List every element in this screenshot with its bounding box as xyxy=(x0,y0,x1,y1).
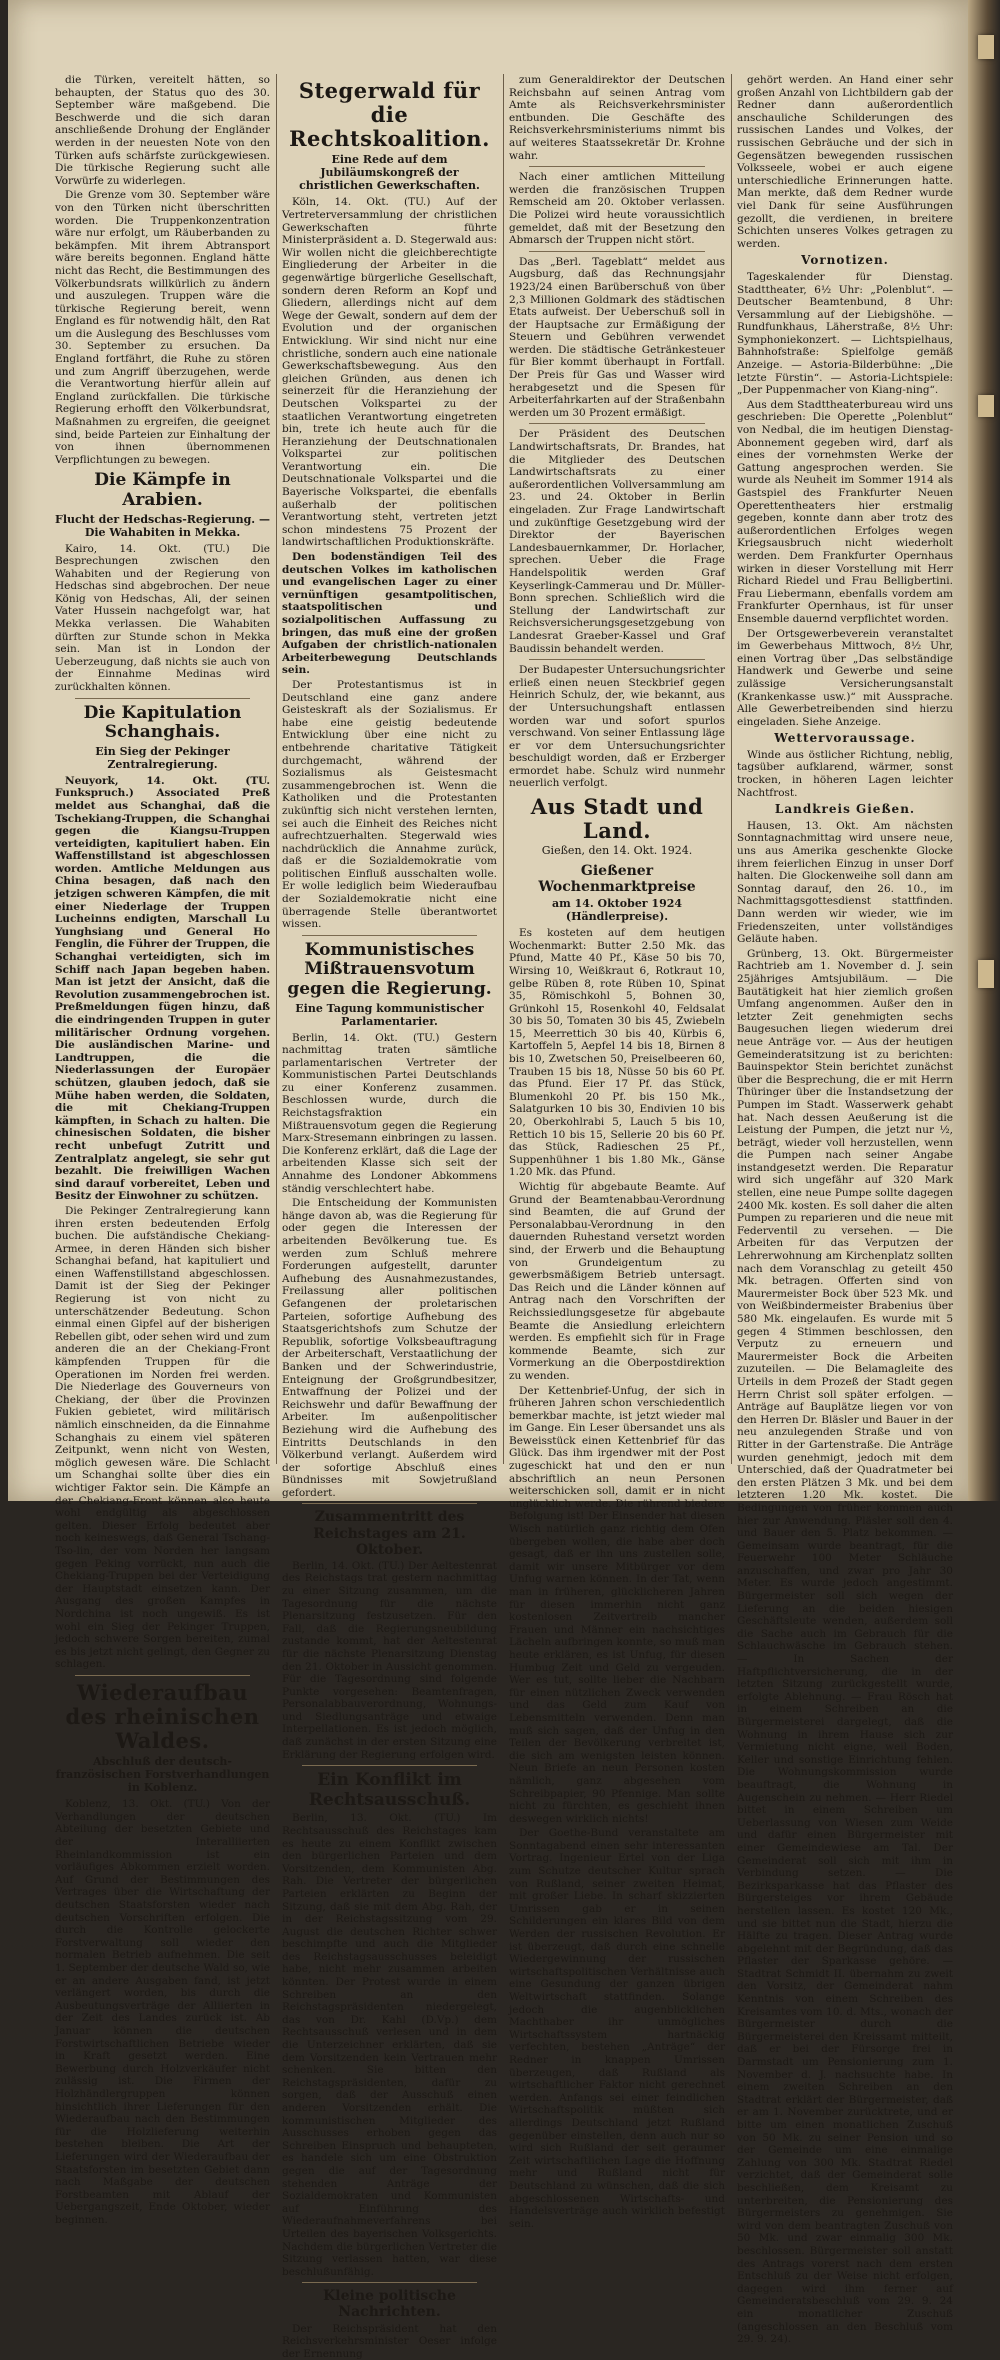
divider xyxy=(302,1503,477,1504)
section-stadt-und-land: Aus Stadt und Land. xyxy=(509,795,725,843)
paragraph: Kairo, 14. Okt. (TU.) Die Besprechungen zwischen den Wahabiten und der Regierung von Hedschas sind abgebrochen. Der neue König von Hedschas, Ali, der seinen Vater Hussein nachgefolgt war, hat Mekka verlassen. Die Wahabiten dürften zur Stunde schon in Mekka sein. Man ist in London der Ueberzeugung, daß nichts sie auch von der Einnahme Medinas wird zurückhalten können. xyxy=(55,543,270,694)
paragraph: Der Budapester Untersuchungsrichter erließ einen neuen Steckbrief gegen Heinrich Schulz, der, wie bekannt, aus der Untersuchungshaft entlassen worden war und sofort spurlos verschwand. Von seiner Entlassung läge er vor dem Untersuchungsrichter beschuldigt worden, daß er Erzberger ermordet habe. Schulz wird nunmehr neuerlich verfolgt. xyxy=(509,664,725,790)
paragraph: Die Grenze vom 30. September wäre von den Türken nicht überschritten worden. Die Truppenkonzentration wäre nur erfolgt, um Räuberbanden zu bekämpfen. Mit ihrem Abtransport wäre bereits begonnen. England hätte nicht das Recht, die Bestimmungen des Völkerbundsrats willkürlich zu ändern und auszulegen. Truppen wäre die türkische Regierung bereit, wenn England es für notwendig hält, den Rat um die Auslegung des Beschlusses vom 30. September zu ersuchen. Da England fortfährt, die Ruhe zu stören und zum Angriff überzugehen, werde die Verantwortung hierfür allein auf England zurückfallen. Die türkische Regierung erhofft den Völkerbundsrat, Maßnahmen zu ergreifen, die geeignet sind, beide Parteien zur Einhaltung der von ihnen übernommenen Verpflichtungen zu bewegen. xyxy=(55,189,270,466)
headline-kleine: Kleine politische Nachrichten. xyxy=(282,2288,497,2320)
paragraph: die Türken, vereitelt hätten, so behaupten, der Status quo des 30. September wäre maßgebend. Die Beschwerde und die sich daran anschließende Drohung der Engländer werden in der neuesten Note von den Türken aufs schärfste zurückgewiesen. Die türkische Regierung sucht alle Vorwürfe zu widerlegen. xyxy=(55,74,270,187)
section-wettervoraussage: Wettervoraussage. xyxy=(737,732,953,745)
paragraph: Tageskalender für Dienstag. Stadttheater, 6½ Uhr: „Polenblut“. — Deutscher Beamtenbund, 8 Uhr: Versammlung auf der Liebigshöhe. — Rundfunkhaus, Läherstraße, 8½ Uhr: Symphoniekonzert. — Lichtspielhaus, Bahnhofstraße: Spielfolge gemäß Anzeige. — Astoria-Bilderbühne: „Die letzte Fürstin“. — Astoria-Lichtspiele: „Der Puppenmacher von Kiang-ning“. xyxy=(737,271,953,397)
tab-strip xyxy=(978,35,994,59)
column-rule xyxy=(731,74,732,1464)
paragraph: Die Entscheidung der Kommunisten hänge davon ab, was die Regierung für oder gegen die Interessen der arbeitenden Bevölkerung tue. Es werden zum Schluß mehrere Forderungen aufgestellt, darunter Aufhebung des Ausnahmezustandes, Freilassung aller politischen Gefangenen der proletarischen Parteien, sofortige Aufhebung des Staatsgerichtshofs zum Schutze der Republik, sofortige Volksbeauftragung der Arbeiterschaft, Verstaatlichung der Banken und der Schwerindustrie, Enteignung der Großgrundbesitzer, Entwaffnung der Polizei und der Reichswehr und dafür Bewaffnung der Arbeiter. Im außenpolitischer Beziehung wird die Aufhebung des Eintritts Deutschlands in den Völkerbund verlangt. Außerdem wird der sofortige Abschluß eines Bündnisses mit Sowjetrußland gefordert. xyxy=(282,1197,497,1499)
divider xyxy=(75,698,250,699)
paragraph: Der Goethe-Bund veranstaltete am Sonntagabend einen sehr interessanten Vortrag. Ingenieur Ertel von der Liga zum Schutze deutscher Kultur sprach von Rußland, seiner zweiten Heimat, mit großer Liebe. In scharf skizzierten Umrissen gab er in seinen Schilderungen ein klares Bild von dem Werden der russischen Revolution. Er ist überzeugt, daß durch eine schnelle Wiedergewinnung der russischen wirtschaftspolitischen Verhältnisse auch eine Gesundung der ganzen übrigen Weltwirtschaft stattfinden. Solange jedoch die augenblicklichen Machthaber ihr unmögliches Wirtschaftssystem hartnäckig verfechten, bestehen „Anträge“ der Redner in knappen Umrissen überzeugen, daß Rußland als wirtschaftlicher Faktor nicht gerechnet werden. Anfangs sei einer feindlichen Wirtschaftspolitik müßten sich allerdings Deutschland jetzt Rußland gegenüber einstellen, denn auch nur so wird sich Rußland der seit geraumer Zeit wirtschaftlichen Lage die Hoffnung mehr und Rußland nicht für Deutschland zu wünschen, daß die sich abgeschlossenen Wirtschafts- und Handelsverträge auch wirklich befestigt sein. xyxy=(509,1827,725,2230)
paragraph: Die Pekinger Zentralregierung kann ihren ersten bedeutenden Erfolg buchen. Die aufständische Chekiang-Armee, in deren Händen sich bisher Schanghai befand, hat kapituliert und einen Waffenstillstand abgeschlossen. Damit ist der Sieg der Pekinger Regierung ist von nicht zu unterschätzender Bedeutung. Schon einmal einen Gipfel auf der bisherigen Rebellen gibt, oder sehen wird und zum anderen die an der Chekiang-Front kämpfenden Truppen für die Operationen im Norden frei werden. Die Niederlage des Gouverneurs von Chekiang, der über die Provinzen Fukien gebietet, wird militärisch nämlich einschneiden, da die Einnahme Schanghais zu einem viel späteren Zeitpunkt, wenn nicht von Westen, möglich gewesen wäre. Die Schlacht um Schanghai sollte über dies ein wichtiger Faktor sein. Die Kämpfe an der Chekiang-Front können also heute wohl endgültig als abgeschlossen gelten. Dieser Erfolg bedeutet aber noch keineswegs, daß General Tschang-Tso-lin, der vom Norden her langsam gegen Peking vorrückt, nun auch die Chekiang-Truppen bei der Verteidigung der Hauptstadt einsetzen kann. Der Ausgang des großen Kampfes in Nordchina ist noch ungewiß. Es ist wohl ein Sieg der Pekinger Truppen, jedoch schwere Sorgen bereiten, zumal es bis jetzt nicht gelingt, den Gegner zu schlagen. xyxy=(55,1205,270,1671)
section-vornotizen: Vornotizen. xyxy=(737,254,953,267)
paragraph: Berlin, 14. Okt. (TU.) Gestern nachmittag traten sämtliche parlamentarischen Vertreter der Kommunistischen Partei Deutschlands zu einer Konferenz zusammen. Beschlossen wurde, durch die Reichstagsfraktion ein Mißtrauensvotum gegen die Regierung Marx-Stresemann einbringen zu lassen. Die Konferenz erklärt, daß die Lage der arbeitenden Klasse sich seit der Annahme des Londoner Abkommens ständig verschlechtert habe. xyxy=(282,1032,497,1196)
paragraph: Neuyork, 14. Okt. (TU. Funkspruch.) Associated Preß meldet aus Schanghai, daß die Tschekiang-Truppen, die Schanghai gegen die Kiangsu-Truppen verteidigten, kapituliert haben. Ein Waffenstillstand ist abgeschlossen worden. Amtliche Meldungen aus China besagen, daß nach den jetzigen schweren Kämpfen, die mit einer Niederlage der Truppen Lucheinns endigten, Marschall Lu Yunghsiang und General Ho Fenglin, die Führer der Truppen, die Schanghai verteidigten, sich im Schiff nach Japan begeben haben. Man ist jetzt der Ansicht, daß die Revolution zusammengebrochen ist. Preßmeldungen fügen hinzu, daß die eindringenden Truppen in guter militärischer Ordnung vorgehen. Die ausländischen Marine- und Landtruppen, die die Niederlassungen der Europäer schützen, glauben jedoch, daß sie Mühe haben werden, die Soldaten, die mit Chekiang-Truppen kämpften, in Schach zu halten. Die chinesischen Soldaten, die bisher recht unbefugt Zutritt und Zentralplatz angelegt, sie sehr gut bezahlt. Die freiwilligen Wachen sind darauf vorbereitet, Leben und Besitz der Einwohner zu schützen. xyxy=(55,775,270,1203)
paragraph: Winde aus östlicher Richtung, neblig, tagsüber aufklarend, wärmer, sonst trocken, in höheren Lagen leichter Nachtfrost. xyxy=(737,749,953,799)
paragraph: Wichtig für abgebaute Beamte. Auf Grund der Beamtenabbau-Verordnung sind Beamten, die auf Grund der Personalabbau-Verordnung in den dauernden Ruhestand versetzt worden sind, der Erwerb und die Behauptung von Grundeigentum zu gewerbsmäßigem Betrieb untersagt. Das Reich und die Länder können auf Antrag nach den Vorschriften der Reichssiedlungsgesetze für abgebaute Beamte die Ansiedlung erleichtern werden. Es empfiehlt sich für in Frage kommende Beamte, sich zur Vormerkung an die Oberpostdirektion zu wenden. xyxy=(509,1181,725,1383)
paragraph: zum Generaldirektor der Deutschen Reichsbahn auf seinen Antrag vom Amte als Reichsverkehrsminister entbunden. Die Geschäfte des Reichsverkehrsministeriums nimmt bis auf weiteres Staatssekretär Dr. Krohne wahr. xyxy=(509,74,725,162)
column-4 xyxy=(737,74,953,1464)
paragraph: Köln, 14. Okt. (TU.) Auf der Vertreterversammlung der christlichen Gewerkschaften führte Ministerpräsident a. D. Stegerwald aus: Wir wollen nicht die gleichberechtigte Eingliederung der Arbeiter in die gegenwärtige bürgerliche Gesellschaft, sondern deren Reform an Kopf und Gliedern, allerdings nicht auf dem Wege der Gewalt, sondern auf dem der Evolution und der organischen Entwicklung. Wir sind nicht nur eine christliche, sondern auch eine nationale Gewerkschaftsbewegung. Aus den gleichen Gründen, aus denen ich seinerzeit für die Heranziehung der Deutschen Volkspartei zu der staatlichen Verantwortung eingetreten bin, trete ich heute auch für die Heranziehung der Deutschnationalen Volkspartei zur politischen Verantwortung ein. Die Deutschnationale Volkspartei und die Bayerische Volkspartei, die ebenfalls außerhalb der politischen Verantwortung steht, vertreten jetzt schon mindestens 75 Prozent der landwirtschaftlichen Produktionskräfte. xyxy=(282,196,497,549)
headline-markt: Gießener Wochenmarktpreise xyxy=(509,863,725,895)
headline-reichstag: Zusammentritt des Reichstages am 21. Oktober. xyxy=(282,1509,497,1557)
subheadline: Flucht der Hedschas-Regierung. — Die Wahabiten in Mekka. xyxy=(55,513,270,539)
paragraph: gehört werden. An Hand einer sehr großen Anzahl von Lichtbildern gab der Redner dann außerordentlich anschauliche Schilderungen des russischen Landes und Volkes, der russischen Gebräuche und der sich in Gegensätzen bewegenden russischen Volksseele, wobei er auch eigene unterschiedliche Erinnerungen hatte. Man merkte, daß dem Redner wurde viel Dank für seine Ausführungen gezollt, die verdienen, in breitere Schichten unseres Volkes getragen zu werden. xyxy=(737,74,953,250)
paragraph: Aus dem Stadttheaterbureau wird uns geschrieben: Die Operette „Polenblut“ von Nedbal, die im heutigen Dienstag-Abonnement gegeben wird, darf als eines der vornehmsten Werke der Gattung angesprochen werden. Sie wurde als Neuheit im Sommer 1914 als Gastspiel des Frankfurter Neuen Operettentheaters hier erstmalig gegeben, konnte dann aber trotz des außerordentlichen Erfolges wegen Kriegsausbruch nicht wiederholt werden. Dem Frankfurter Opernhaus wirken in dieser Vorstellung mit Herr Richard Riedel und Frau Belligbertini. Frau Liebermann, ebenfalls vordem am Frankfurter Opernhaus, ist für unser Ensemble dauernd verpflichtet worden. xyxy=(737,399,953,626)
section-landkreis: Landkreis Gießen. xyxy=(737,803,953,816)
paragraph: Der Reichspräsident hat den Reichsverkehrsminister Oeser infolge der Ernennung xyxy=(282,2323,497,2360)
subheadline: Ein Sieg der Pekinger Zentralregierung. xyxy=(55,745,270,771)
divider xyxy=(529,659,705,660)
column-2 xyxy=(282,74,497,1464)
headline-misstrauen: Kommunistisches Mißtrauensvotum gegen die Regierung. xyxy=(282,941,497,1000)
paragraph: Berlin, 13. Okt. (TU.) Im Rechtsausschuß des Reichstages kam es heute zu einem Konflikt zwischen den bürgerlichen Parteien und dem Vorsitzenden, dem Kommunisten Abg. Rah. Die Vertreter der bürgerlichen Parteien erklärten zu Beginn der Sitzung, daß sie mit dem Abg. Rah, der in der Reichstagssitzung vom 29. August die deutschen Richter schwer beschimpfte und auch die Mitglieder des Reichstagsausschusses beleidigt habe, nicht mehr zusammen arbeiten könnten. Der Protest wurde in einem Schreiben an den Reichstagspräsidenten niedergelegt, das von Dr. Kahl (D.Vp.) dem Rechtsausschuß verlesen und in dem die Unterzeichner erklärten, daß sie dem Vorsitzenden kein Vertrauen mehr schenken. Sie bitten den Reichstagspräsidenten, dafür zu sorgen, daß der Ausschuß einen anderen Vorsitzenden erhält. Die kommunistischen Mitglieder des Ausschusses erhoben gegen das Schreiben Einspruch und behaupteten, es handele sich um eine Obstruktion gegen die auf der Tagesordnung stehenden Anträge der Sozialdemokraten und Kommunisten auf Einführung des Wiederaufnahmeverfahrens bei Urteilen des bayerischen Volksgerichts. Nachdem die bürgerlichen Vertreter die Sitzung verlassen hatten, war diese beschlußunfähig. xyxy=(282,1812,497,2278)
headline-arabien: Die Kämpfe in Arabien. xyxy=(55,471,270,510)
paragraph: Der Präsident des Deutschen Landwirtschaftsrats, Dr. Brandes, hat die Mitglieder des Deutschen Landwirtschaftsrats zu einer außerordentlichen Vollversammlung am 23. und 24. Oktober in Berlin eingeladen. Zur Frage Landwirtschaft und zukünftige Gesetzgebung wird der Direktor der Bayerischen Landesbauernkammer, Dr. Horlacher, sprechen. Ueber die Frage Handelspolitik werden Graf Keyserlingk-Cammerau und Dr. Müller-Bonn sprechen. Schließlich wird die Stellung der Landwirtschaft zur Reichsversicherungsgesetzgebung von Landesrat Graeber-Kassel und Graf Baudissin behandelt werden. xyxy=(509,428,725,655)
tab-strip xyxy=(978,960,994,988)
headline-schanghai: Die Kapitulation Schanghais. xyxy=(55,704,270,743)
paragraph: Es kosteten auf dem heutigen Wochenmarkt: Butter 2.50 Mk. das Pfund, Matte 40 Pf., Käse 50 bis 70, Wirsing 10, Weißkraut 6, Rotkraut 10, gelbe Rüben 8, rote Rüben 10, Spinat 35, Römischkohl 5, Bohnen 30, Grünkohl 15, Rosenkohl 40, Feldsalat 30 bis 50, Tomaten 30 bis 45, Zwiebeln 15, Meerrettich 30 bis 40, Kürbis 6, Kartoffeln 5, Aepfel 14 bis 18, Birnen 8 bis 10, Zwetschen 50, Preiselbeeren 60, Trauben 15 bis 18, Nüsse 50 bis 60 Pf. das Pfund. Eier 17 Pf. das Stück, Blumenkohl 20 Pf. bis 150 Mk., Salatgurken 10 bis 30, Endivien 10 bis 20, Oberkohlrabi 5, Lauch 5 bis 10, Rettich 10 bis 15, Sellerie 20 bis 60 Pf. das Stück, Radieschen 25 Pf., Suppenhühner 1 bis 1.80 Mk., Gänse 1.20 Mk. das Pfund. xyxy=(509,927,725,1179)
paragraph: Hausen, 13. Okt. Am nächsten Sonntagnachmittag wird unsere neue, uns aus Amerika geschenkte Glocke ihrem feierlichen Einzug in unser Dorf halten. Die Glockenweihe soll dann am Sonntag darauf, den 26. 10., im Nachmittagsgottesdienst stattfinden. Dann werden wir wieder, wie im Friedenszeiten, unter vollständiges Geläute haben. xyxy=(737,820,953,946)
divider xyxy=(302,2282,477,2283)
paragraph: Der Ortsgewerbeverein veranstaltet im Gewerbehaus Mittwoch, 8½ Uhr, einen Vortrag über „Das selbständige Handwerk und Gewerbe und seine zulässige Versicherungsanstalt (Krankenkasse usw.)“ mit Aussprache. Alle Gewerbetreibenden sind hierzu eingeladen. Siehe Anzeige. xyxy=(737,628,953,729)
paragraph: Koblenz, 13. Okt. (TU.) Von der Verhandlungen der deutschen Abteilung der besetzten Gebiete und der Interalliierten Rheinlandkommission ist ein vorläufiges Abkommen erzielt worden. Auf Grund der Bestimmungen des Vertrages über die Wirtschaftung der deutschen Staatsforsten wieder nach deutschen Vorschriften erfolgen. Die durch die Kontrolle gelockerte Forstverwaltung soll wieder den normalen Betrieb aufnehmen. Die seit 1. September der deutsche Wald so, wie er an andere Ausgaben fand, ist jetzt verlängert worden, bis durch die Ausbeutungsverträge der Alliierten in der Zeit des Landes zurück ist. Ab Januar können die deutschen Forstwirtschaftlichen Betriebe wieder in Kraft gesetzt werden. Eine Bewerbung durch Holzverkäufer nicht zulässig ist. Die Firmen der Holzhändlergruppen können hinsichtlich ihrer Lieferungen für den Wiederaufbau nach den Bestimmungen für die Holzlieferung weiterhin bestehen bleiben. Die Art der Lieferungen wird der Wiederaufbau der Staatsforsten im besetzten Gebiet dann nach Maßgabe der deutschen Forstbeamten mit Ablauf der Uebergangszeit, Ende Oktober, wieder beginnen. xyxy=(55,1798,270,2226)
tab-strip xyxy=(978,395,994,417)
page-edge xyxy=(968,0,1000,1501)
paragraph: Grünberg, 13. Okt. Bürgermeister Rachtrieb am 1. November d. J. sein 25jähriges Amtsjubiläum. — Die Bautätigkeit hat hier ziemlich großen Umfang angenommen. Außer den in letzter Zeit genehmigten sechs Baugesuchen liegen wiederum drei neue Anträge vor. — Aus der heutigen Gemeinderatsitzung ist zu berichten: Bauinspektor Stein berichtet zunächst über die Besprechung, die er mit Herrn Thüringer über die Instandsetzung der Pumpen im Stadt. Wasserwerk gehabt hat. Nach dessen Aeußerung ist die Leistung der Pumpen, die jetzt nur ½, beträgt, wieder voll herzustellen, wenn die Pumpen nach seiner Angabe instandgesetzt werden. Die Reparatur wird sich ungefähr auf 320 Mark stellen, eine neue Pumpe sollte dagegen 2400 Mk. kosten. Es soll daher die alten Pumpen zu reparieren und die neue mit Federventil zu versehen. — Die Arbeiten für das Verputzen der Lehrerwohnung am Kirchenplatz sollten nach dem Voranschlag zu geteilt 450 Mk. betragen. Offerten sind von Maurermeister Bock über 523 Mk. und von Weißbindermeister Brabenius über 580 Mk. eingelaufen. Es wurde mit 5 gegen 4 Stimmen beschlossen, den Verputz zu erneuern und Maurermeister Bock die Arbeiten zuzuteilen. — Die Belamagleite des Urteils in dem Prozeß der Stadt gegen Herrn Christ soll später erfolgen. — Anträge auf Bauplätze liegen vor von den Herren Dr. Bläsler und Bauer in der neu anzulegenden Straße und von Ritter in der Gartenstraße. Die Anträge wurden genehmigt, jedoch mit dem Unterschied, daß der Quadratmeter bei den ersten Plätzen 3 Mk. und bei dem letzteren 1.20 Mk. kostet. Die Bedingungen von früher kommen auch hier zur Anwendung. Pläsler soll den 4. und Bauer den 5. Platz bekommen. — Gemeinsam wurde beantragt, für die Feuerwehr 100 Meter Schläuche anzuschaffen, und zwar pro Jahr 30 Meter. Es wurde jedoch angestimmt. Bürgermeister soll sich wegen der Lieferung an die beiden hiesigen Geschäftsleute wenden, außerdem soll die Sache auch im Gebrauch für die Schlauchwäsche im Gebrauch stehen. — In Sachen der Haftpflichtversicherung, die in der letzten Sitzung zurückgestellt wurde, erfolgte Ablehnung. — Frau Rösch hat in einem Schreiben an die Bürgermeisterei dargelegt, daß die Wohnung in ihrem Hause sich zur Vermietung nicht eigne, weil Boden, Keller und sonstige Einrichtung fehlen. Die Wohnungskommission wurde beauftragt, die Wohnung in Augenschein zu nehmen. — Herr Riedel bittet in einem Schreiben um Ueberlassung von Wiesen zum Weide und dafür einen Bürgermeister mit einer Gemeindewiese am Tal. Der Gemeinderat soll sich mit ihm in Verbindung setzen. — Die Bezirksparkasse hat das Pflaster des Bürgersteiges vor ihrem Gebäude herstellen lassen. Es kostet 120 Mk., und sie bittet nun die Stadt, hierzu die Hälfte zu tragen. Dieser Antrag wurde abgelehnt mit der Begründung, daß das Pflaster der Sparkasse gehöre. — Stadtrat Schmidt II. übernahm zu zweit den Vorsitz, der Gemeinderat nahm Kenntnis von einem Schreiben des Kreisamtes vom 10. d. Mts., wonach der Bürgermeister durch die Bürgermeisterei den Kreissamt mitteilt, daß er bei der Fürsorge frei in Darmstadt um Pensionierung zum 1. November d. J. nachsuchte habe. In einem zweiten Schreiben an den Stadtrat erklärt der Bürgermeister, daß er am 1. November zurücktrete, und er bitte um einen monatlichen Zuschuß von 50 Mk. zu seiner Pension und so der Gemeinde um eine einmalige Zahlung von 300 Mk. Stadtrat Riedel verzichtet, daß der Gemeinderat solle beschließen, dem Kreisamt zu unterbreiten, die Pensionierung des Bürgermeisters zu genehmigen. Sie wird von dem beantragten Zuschuß von 50 Mk. und zwar einmalig 300 Mk. beschlossen. Bürgermeister soll anstatt des Antrags vorerst nach dem ersten Entschluß zu der Weise nicht erfolgen, dagegen wird ihm ferner auf Gemeinderatsbeschluß vom 29. 9. 24 ein monatlicher Zuschuß (angeschlossen an den Beschluß vom 29. 9. 24). xyxy=(737,948,953,2346)
subheadline: am 14. Oktober 1924 (Händlerpreise). xyxy=(509,897,725,923)
column-3 xyxy=(509,74,725,1464)
subheadline: Eine Tagung kommunistischer Parlamentarier. xyxy=(282,1002,497,1028)
divider xyxy=(529,166,705,167)
paragraph: Nach einer amtlichen Mitteilung werden die französischen Truppen Remscheid am 20. Oktober verlassen. Die Polizei wird heute voraussichtlich gemeldet, daß mit der Besetzung den Abmarsch der Truppen nicht stört. xyxy=(509,171,725,247)
paragraph: Der Protestantismus ist in Deutschland eine ganz andere Geisteskraft als der Sozialismus. Er habe eine geistig bedeutende Entwicklung über eine nicht zu entbehrende charitative Tätigkeit durchgemacht, während der Sozialismus als Geistesmacht zusammengebrochen ist. Wenn die Katholiken und die Protestanten zukünftig sich nicht verstehen lernten, sei auch die Einheit des Reiches nicht aufrechtzuerhalten. Stegerwald wies nachdrücklich die Annahme zurück, daß er die Sozialdemokratie vom politischen Einfluß ausschalten wolle. Er wolle lediglich beim Wiederaufbau der Sozialdemokratie nicht eine überragende Stelle überantwortet wissen. xyxy=(282,679,497,931)
divider xyxy=(529,423,705,424)
paragraph: Der Kettenbrief-Unfug, der sich in früheren Jahren schon verschiedentlich bemerkbar machte, ist jetzt wieder mal im Gange. Ein Leser übersandet uns als Beweisstück einen Kettenbrief für das Glück. Das ihm irgendwer mit der Post zugeschickt hat und den er nun abschriftlich an neun Personen weiterschicken soll, damit er in nicht unglücklich werde. Die rührend biedere Befolgung ist! Der Einsender hat diesen Wisch natürlich ganz richtig dem Ofen übergeben wollen, die habe aber doch gesagt, daß er ihn uns zustellen solle, damit wir unsere Mitbürger vor dem Unfug warnen können. In der Tat, wenn man in früheren, glücklicheren Jahren für diesen immerhin nicht ganz kostenlosen Zeitvertreib mancher Frauen und Männer ein nachsichtiges Lächeln aufbringen konnte, so muß man heute erklären, es ist Unfug, für diesen Humbug Zeit und Geld zu vergeuden. Wer es tut, sollte lieber die Nachbarn für einen nützlichen Zweck verwenden und das Geld zum Kauf von Lebensmitteln verwenden. Denn man muß sich sagen, daß der Unfug in den Teilen der Bevölkerung verbreitet ist, die sich am wenigsten leisten können. Neun Briefe an neun Personen kosten nämlich, ganz abgesehen vom Schreibpapier, 90 Pfennige. Man sollte nicht zu fürchten, es geschieht ihnen deswegen wirklich nichts! xyxy=(509,1385,725,1826)
headline-wald: Wiederaufbau des rheinischen Waldes. xyxy=(55,1681,270,1753)
paragraph: Den bodenständigen Teil des deutschen Volkes im katholischen und evangelischen Lager zu einer vernünftigen gesamtpolitischen, staatspolitischen und sozialpolitischen Auffassung zu bringen, das muß eine der großen Aufgaben der christlich-nationalen Arbeiterbewegung Deutschlands sein. xyxy=(282,551,497,677)
headline-stegerwald: Stegerwald für die Rechtskoalition. xyxy=(282,79,497,151)
headline-konflikt: Ein Konflikt im Rechtsausschuß. xyxy=(282,1771,497,1810)
divider xyxy=(529,251,705,252)
divider xyxy=(75,1675,250,1676)
divider xyxy=(302,935,477,936)
divider xyxy=(302,1765,477,1766)
column-1 xyxy=(55,74,270,1464)
column-rule xyxy=(503,74,504,1464)
subheadline: Abschluß der deutsch-französischen Forstverhandlungen in Koblenz. xyxy=(55,1755,270,1794)
dateline: Gießen, den 14. Okt. 1924. xyxy=(509,845,725,858)
column-rule xyxy=(276,74,277,1464)
paragraph: Berlin, 14. Okt. (TU.) Der Aeltestenrat des Reichstags trat gestern nachmittag zu einer Sitzung zusammen, um die Tagesordnung für die nächste Plenarsitzung festzusetzen. Für den Fall, daß die Regierungsneubildung zustande kommt, hat der Aeltestenrat für die nächste Plenarsitzung Dienstag den 21. Oktober in Aussicht genommen. Für die Tagesordnung sind folgende Punkte vorgesehen: Beamtenfragen, Personalabbauverordnung, Wohnungs- und Siedlungsanträge und etwaige Interpellationen. Es ist jedoch möglich, daß zunächst in der ersten Sitzung eine Erklärung der Regierung erfolgen wird. xyxy=(282,1560,497,1762)
paragraph: Das „Berl. Tageblatt“ meldet aus Augsburg, daß das Rechnungsjahr 1923/24 einen Barüberschuß von über 2,3 Millionen Goldmark des städtischen Etats aufweist. Der Ueberschuß soll in der Hauptsache zur Ermäßigung der Steuern und Gebühren verwendet werden. Die städtische Getränkesteuer für Bier kommt überhaupt in Fortfall. Der Preis für Gas und Wasser wird herabgesetzt und die Spesen für Arbeiterfahrkarten auf der Straßenbahn werden um 30 Prozent ermäßigt. xyxy=(509,256,725,420)
newspaper-page xyxy=(8,0,970,1501)
subheadline: Eine Rede auf dem Jubiläumskongreß der christlichen Gewerkschaften. xyxy=(282,153,497,192)
